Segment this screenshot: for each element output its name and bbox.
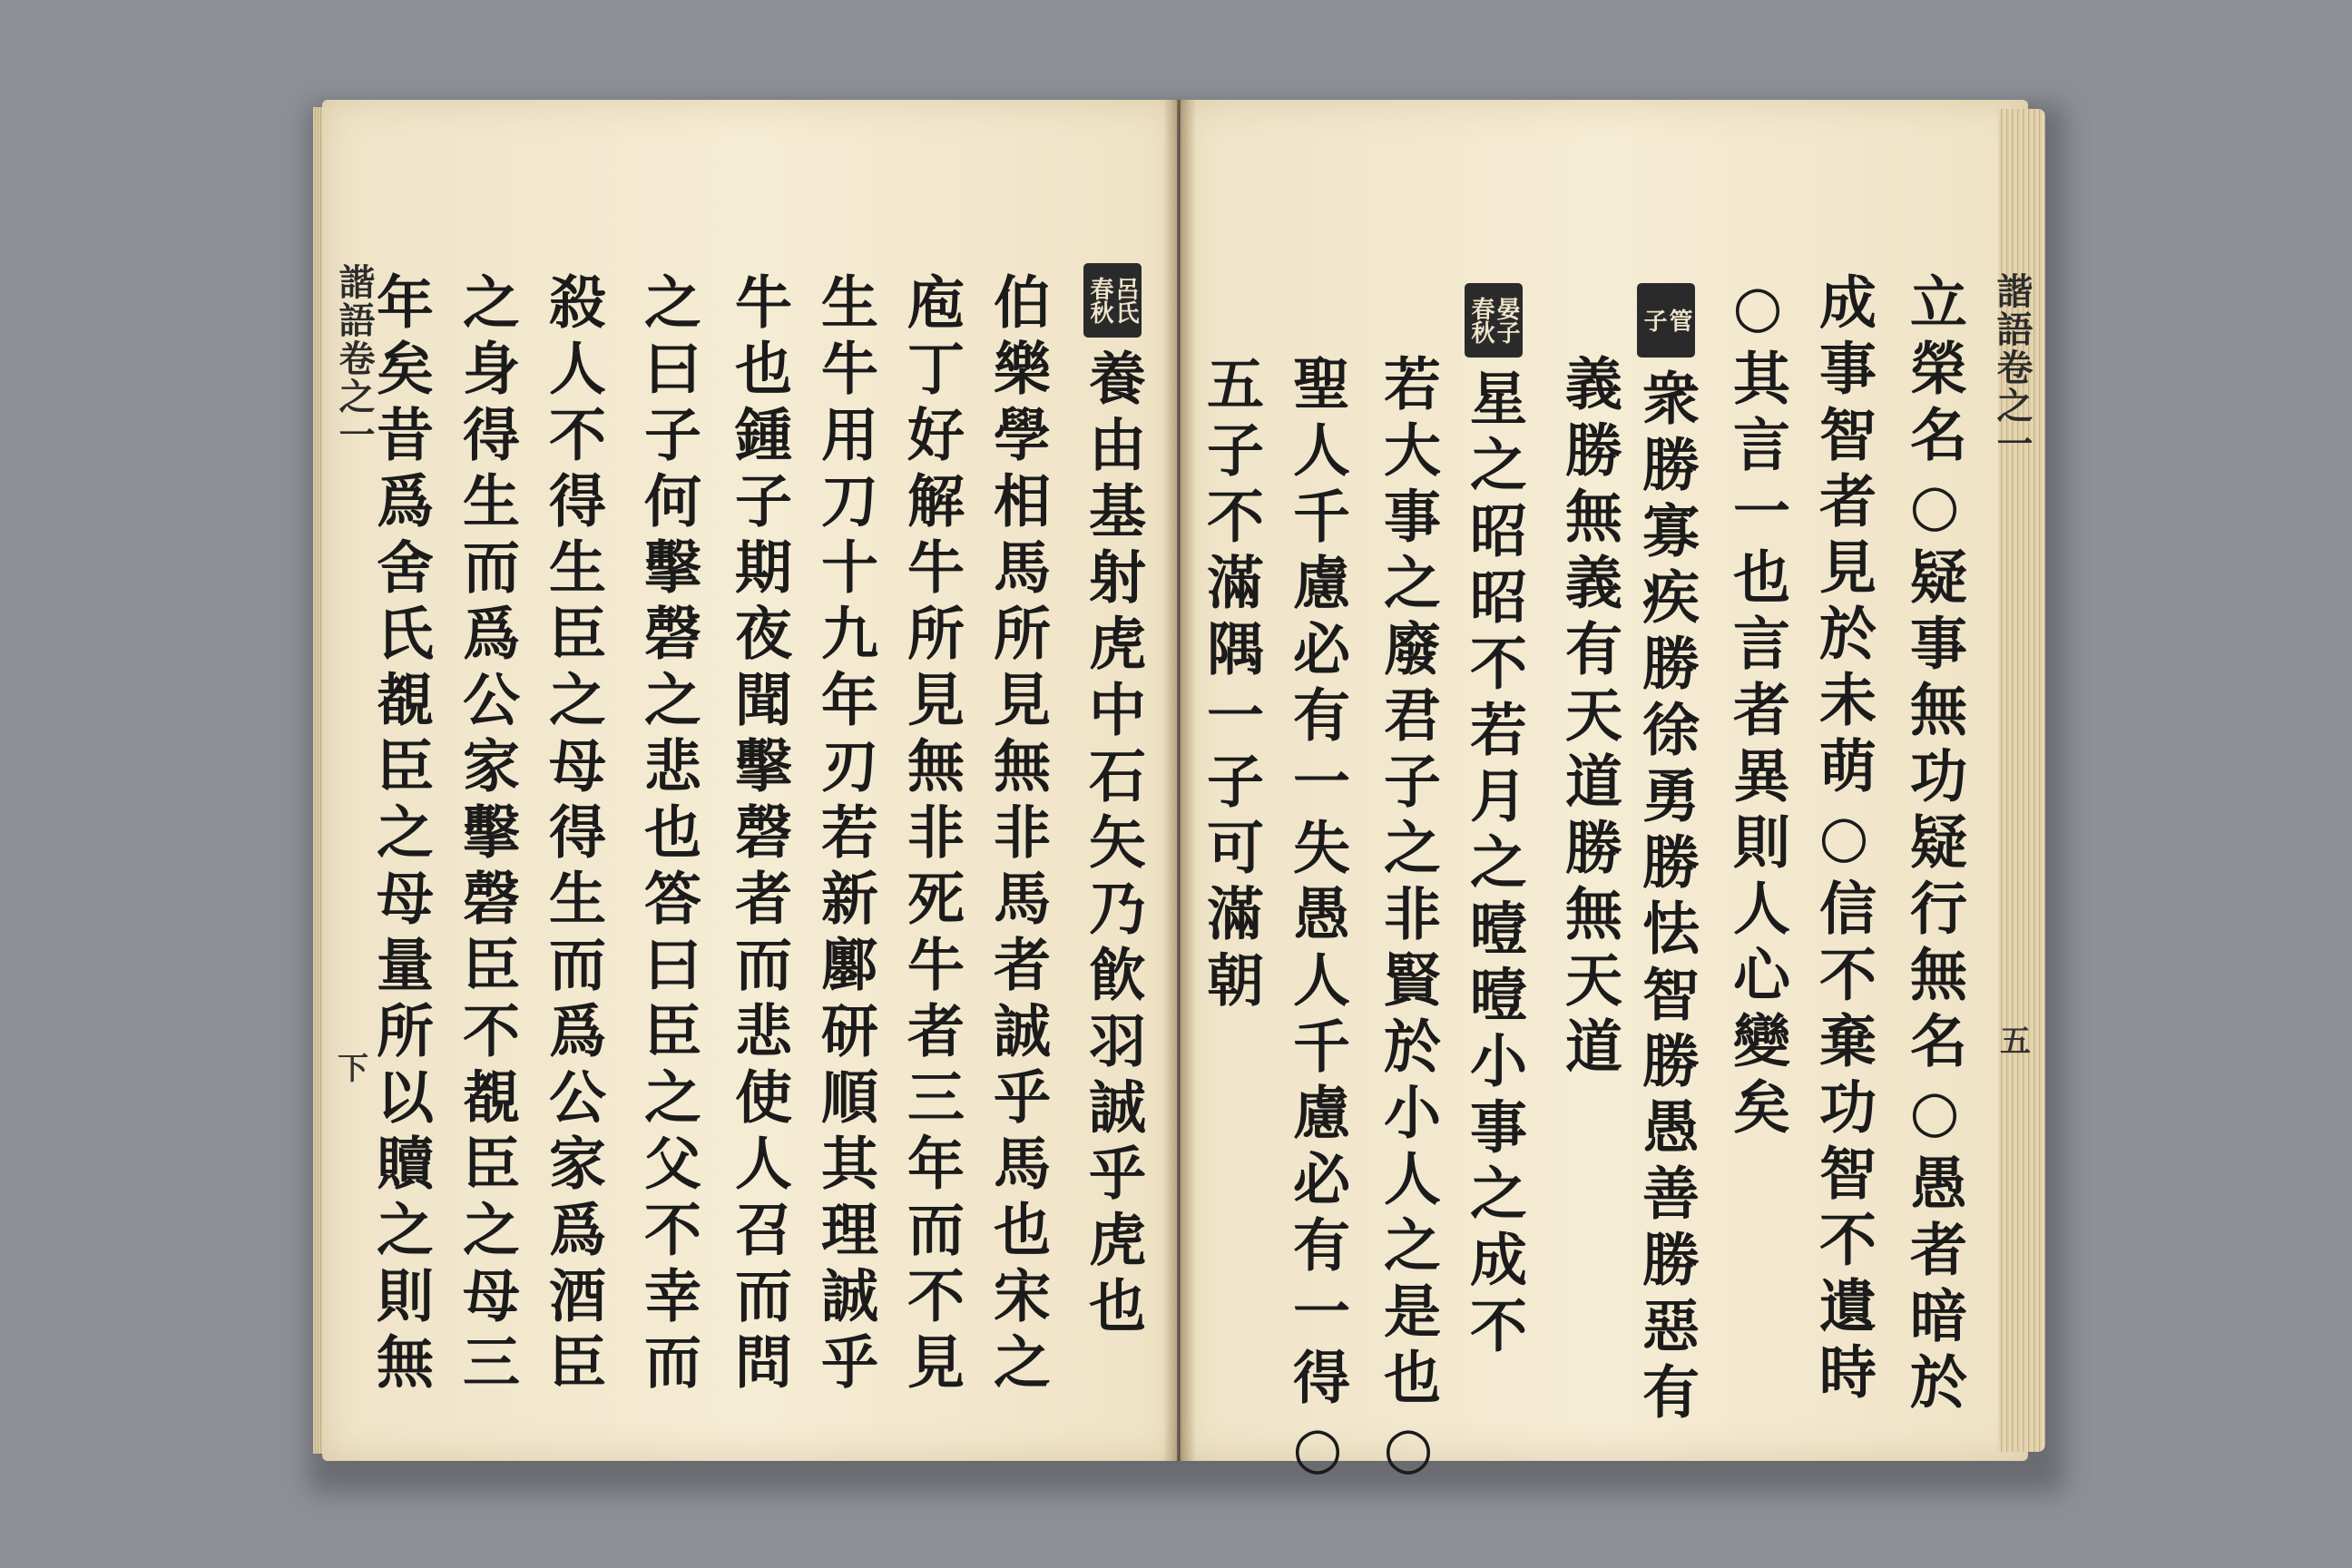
column-text: 伯樂學相馬所見無非馬者誠乎馬也宋之 — [985, 272, 1052, 1398]
text-column — [726, 272, 792, 1398]
column-text: 生牛用刀十九年刃若新鄽研順其理誠乎 — [812, 272, 879, 1398]
right-margin-title: 諧語卷之一 — [1991, 272, 2034, 463]
text-column — [540, 272, 606, 1398]
text-column — [1633, 368, 1700, 1428]
section-marker-text: 晏子 — [1493, 297, 1520, 344]
column-text: 牛也鍾子期夜聞擊磬者而悲使人召而問 — [726, 272, 793, 1398]
section-marker-lushi — [1083, 263, 1142, 338]
text-column — [985, 272, 1051, 1398]
text-column — [1284, 354, 1350, 1490]
column-text: 成事智者見於未萌○信不棄功智不遺時 — [1810, 272, 1877, 1408]
section-marker-text: 春秋 — [1467, 297, 1494, 344]
left-margin-title: 諧語卷之一 — [333, 263, 376, 454]
text-column — [1080, 348, 1146, 1342]
column-text: 之身得生而爲公家擊磬臣不覩臣之母三 — [454, 272, 521, 1398]
text-column — [1724, 272, 1790, 1143]
section-marker-yanzi — [1465, 283, 1523, 358]
column-text: 星之昭昭不若月之曀曀小事之成不 — [1461, 368, 1528, 1362]
column-text: 殺人不得生臣之母得生而爲公家爲酒臣 — [540, 272, 607, 1398]
section-marker-text: 子 — [1640, 309, 1667, 332]
column-text: 義勝無義有天道勝無天道 — [1556, 354, 1623, 1083]
text-column — [1901, 272, 1967, 1418]
text-column — [1556, 354, 1622, 1083]
section-marker-guanzi — [1637, 283, 1695, 358]
column-text: 衆勝寡疾勝徐勇勝怯智勝愚善勝惡有 — [1633, 368, 1700, 1428]
column-text: 之曰子何擊磬之悲也答曰臣之父不幸而 — [635, 272, 702, 1398]
right-margin-mark: 五 — [2000, 1024, 2031, 1060]
column-text: 年矣昔爲舍氏覩臣之母量所以贖之則無 — [368, 272, 435, 1398]
section-marker-text: 呂氏 — [1112, 277, 1139, 324]
text-column — [1461, 368, 1527, 1362]
column-text: ○其言一也言者異則人心變矣 — [1724, 272, 1791, 1143]
column-text: 立榮名○疑事無功疑行無名○愚者暗於 — [1901, 272, 1968, 1418]
section-marker-text: 管 — [1665, 309, 1692, 332]
text-column — [812, 272, 878, 1398]
text-column — [1198, 354, 1264, 1016]
section-marker-text: 春秋 — [1086, 277, 1113, 324]
text-column — [1375, 354, 1441, 1490]
column-text: 庖丁好解牛所見無非死牛者三年而不見 — [898, 272, 965, 1398]
text-column — [368, 272, 434, 1398]
text-column — [898, 272, 965, 1398]
text-column — [454, 272, 520, 1398]
column-text: 聖人千慮必有一失愚人千慮必有一得○ — [1284, 354, 1351, 1490]
text-column — [1810, 272, 1877, 1408]
column-text: 若大事之廢君子之非賢於小人之是也○ — [1375, 354, 1442, 1490]
column-text: 養由基射虎中石矢乃飮羽誠乎虎也 — [1080, 348, 1147, 1342]
book-gutter — [1163, 100, 1196, 1461]
column-text: 五子不滿隅一子可滿朝 — [1198, 354, 1265, 1016]
left-margin-mark: 下 — [338, 1051, 368, 1087]
text-column — [635, 272, 701, 1398]
